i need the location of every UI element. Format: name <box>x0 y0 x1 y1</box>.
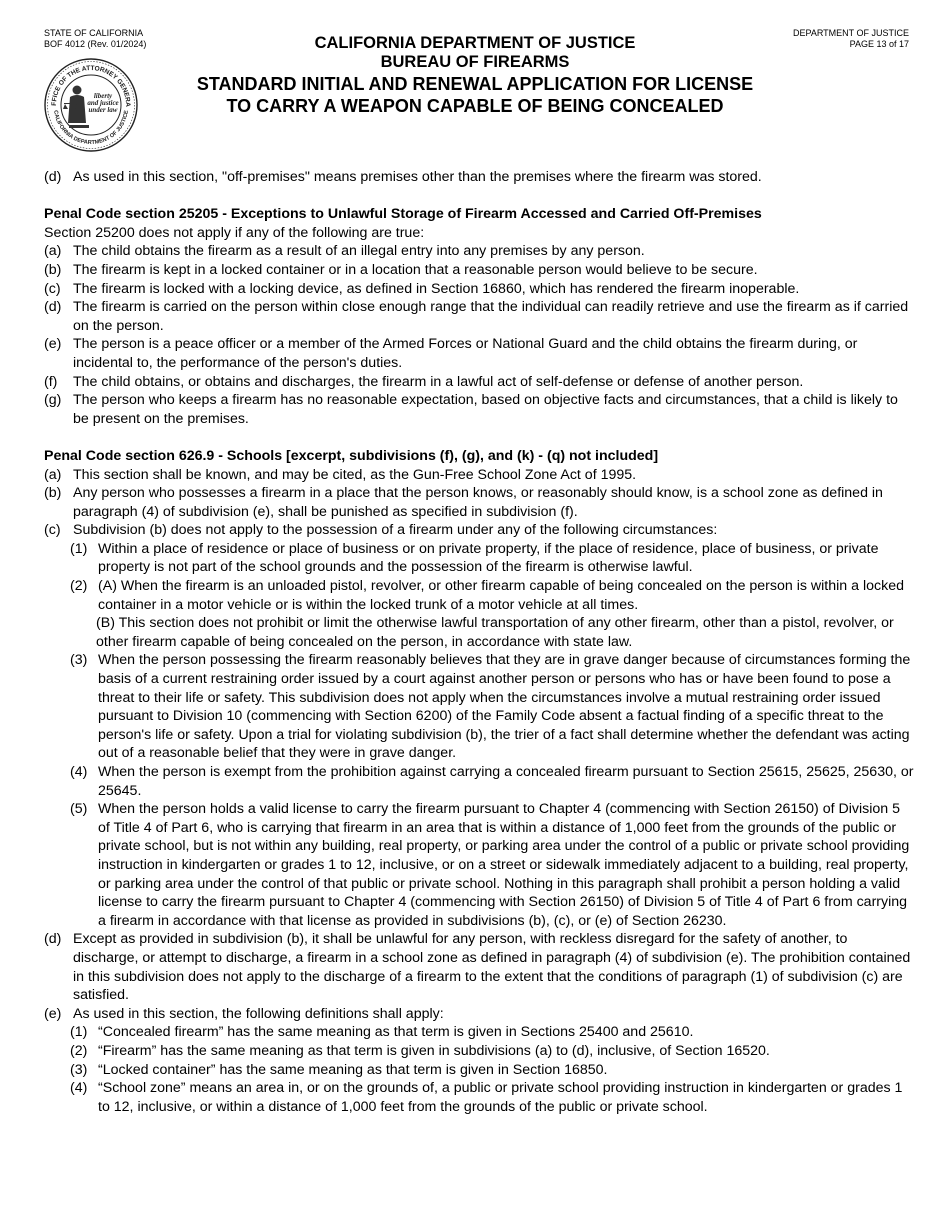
item-label: (c) <box>44 522 61 539</box>
item-text: “School zone” means an area in, or on the grounds of, a public or private school providing instruction in kindergarten or grades 1 to 12, inclusive, or within a distance of 1,000 feet from the grounds of the public or private school. <box>98 1080 903 1115</box>
section-heading: Penal Code section 25205 - Exceptions to Unlawful Storage of Firearm Accessed and Carried Off-Premises <box>44 206 762 223</box>
list-item <box>44 521 914 540</box>
item-text: Within a place of residence or place of business or on private property, if the place of residence, place of business, or private property is not part of the school grounds and the possession of the firearm is otherwise lawful. <box>98 540 879 576</box>
agency-name: CALIFORNIA DEPARTMENT OF JUSTICE <box>314 34 636 52</box>
document-title <box>150 34 800 117</box>
list-item <box>44 1005 914 1024</box>
item-label: (4) <box>70 764 88 780</box>
department-label: DEPARTMENT OF JUSTICE <box>792 28 909 38</box>
item-text: When the person holds a valid license to carry the firearm pursuant to Chapter 4 (commencing with Section 26150) of Division 5 of Title 4 of Part 6, who is carrying that firearm in an area that is within a distance of 1,000 feet from the grounds of the public or private school, but is not within any building, real property, or parking area under the control of a public or private school providing instruction in kindergarten or grades 1 to 12, inclusive, or on a street or sidewalk immediately adjacent to a building, real property, or parking area under the control of that public or private school. Nothing in this paragraph shall prohibit a person holding a valid license to carry the firearm pursuant to Chapter 4 (commencing with Section 26150) of Division 5 of Title 4 of Part 6 from carrying a firearm in accordance with that license as provided in subdivisions (b), (c), or (e) of Section 26230. <box>98 801 910 929</box>
item-label: (d) <box>44 169 62 185</box>
sub-item <box>44 1023 914 1042</box>
spacer <box>44 428 914 447</box>
section-heading: Penal Code section 626.9 - Schools [excerpt, subdivisions (f), (g), and (k) - (q) not included] <box>44 447 659 464</box>
item-label: (a) <box>44 243 62 260</box>
item-text: The person is a peace officer or a member of the Armed Forces or National Guard and the child obtains the firearm during, or incidental to, the performance of the person's duties. <box>73 336 858 371</box>
seal-motto-3: under law <box>88 106 118 114</box>
form-title-line-1: STANDARD INITIAL AND RENEWAL APPLICATION FOR LICENSE <box>196 74 754 94</box>
item-label: (5) <box>70 801 88 818</box>
list-item <box>44 168 914 187</box>
item-label: (f) <box>44 373 58 390</box>
item-label: (3) <box>70 652 88 669</box>
list-item <box>44 930 914 1004</box>
item-label: (1) <box>70 540 88 557</box>
item-label: (c) <box>44 280 61 297</box>
item-text: The person who keeps a firearm has no reasonable expectation, based on objective facts and circumstances, that a child is likely to be present on the premises. <box>73 392 898 427</box>
seal-motto-1: liberty <box>93 92 113 100</box>
item-label: (1) <box>70 1024 88 1041</box>
list-item <box>44 391 914 428</box>
list-item <box>44 261 914 280</box>
item-label: (e) <box>44 336 62 353</box>
bureau-name: BUREAU OF FIREARMS <box>380 53 570 71</box>
sub-item <box>44 540 914 577</box>
spacer <box>44 187 914 206</box>
item-text: “Locked container” has the same meaning as that term is given in Section 16850. <box>98 1061 608 1078</box>
seal-bottom-text: CALIFORNIA DEPARTMENT OF JUSTICE <box>52 109 130 147</box>
item-text: The firearm is kept in a locked container or in a location that a reasonable person would believe to be secure. <box>73 261 758 278</box>
item-label: (d) <box>44 299 62 316</box>
item-text: When the person possessing the firearm reasonably believes that they are in grave danger because of circumstances forming the basis of a current restraining order issued by a court against another person or persons who has or have been found to pose a threat to their life or safety. This subdivision does not apply when the circumstances involve a mutual restraining order issued pursuant to Division 10 (commencing with Section 6200) of the Family Code absent a factual finding of a specific threat to the person's life or safety. Upon a trial for violating subdivision (b), the trier of a fact shall determine whether the defendant was acting out of a reasonable belief that they were in grave danger. <box>98 652 911 762</box>
item-text: The child obtains, or obtains and discharges, the firearm in a lawful act of self-defense or defense of another person. <box>73 373 804 390</box>
sub-item <box>44 800 914 930</box>
page-info-block <box>793 28 909 50</box>
sub-item <box>44 651 914 763</box>
item-text: “Concealed firearm” has the same meaning as that term is given in Sections 25400 and 25610. <box>98 1024 694 1041</box>
sub-item-continuation: (B) This section does not prohibit or limit the otherwise lawful transportation of any other firearm, other than a pistol, revolver, or other firearm capable of being concealed on the person, in accordance with state law. <box>96 615 894 650</box>
item-text: When the person is exempt from the prohibition against carrying a concealed firearm pursuant to Section 25615, 25625, 25630, or 25645. <box>98 764 914 799</box>
list-item <box>44 373 914 392</box>
item-text: Subdivision (b) does not apply to the possession of a firearm under any of the following circumstances: <box>73 522 718 539</box>
item-text: (A) When the firearm is an unloaded pistol, revolver, or other firearm capable of being concealed on the person is within a locked container in a motor vehicle or is within the locked trunk of a motor vehicle at all times. <box>98 578 904 613</box>
item-label: (2) <box>70 1042 88 1059</box>
item-label: (a) <box>44 466 62 483</box>
form-title-line-2: TO CARRY A WEAPON CAPABLE OF BEING CONCEALED <box>226 96 724 116</box>
legal-text-body <box>44 168 914 1116</box>
item-label: (b) <box>44 261 62 278</box>
item-label: (b) <box>44 485 62 502</box>
list-item <box>44 242 914 261</box>
sub-item <box>44 1061 914 1080</box>
form-id-block <box>44 28 146 50</box>
sub-item <box>44 1079 914 1116</box>
list-item <box>44 298 914 335</box>
justice-figure-icon <box>63 86 89 129</box>
sub-item <box>44 577 914 614</box>
item-text: The firearm is carried on the person within close enough range that the individual can readily retrieve and use the firearm as if carried on the person. <box>73 299 909 334</box>
item-text: The firearm is locked with a locking device, as defined in Section 16860, which has rendered the firearm inoperable. <box>73 280 800 297</box>
item-label: (2) <box>70 578 88 595</box>
seal-ring-text: FFICE OF THE ATTORNEY GENERA <box>50 64 132 107</box>
list-item <box>44 335 914 372</box>
state-label: STATE OF CALIFORNIA <box>44 28 144 38</box>
form-number: BOF 4012 (Rev. 01/2024) <box>44 39 147 49</box>
list-item <box>44 280 914 299</box>
item-label: (3) <box>70 1061 88 1078</box>
attorney-general-seal <box>43 57 139 153</box>
item-text: “Firearm” has the same meaning as that term is given in subdivisions (a) to (d), inclusive, of Section 16520. <box>98 1042 770 1059</box>
sub-item <box>44 763 914 800</box>
item-label: (g) <box>44 392 62 409</box>
list-item <box>44 466 914 485</box>
item-label: (4) <box>70 1080 88 1097</box>
item-text: As used in this section, the following definitions shall apply: <box>73 1005 444 1022</box>
item-label: (d) <box>44 931 62 948</box>
seal-motto-2: and justice <box>87 99 119 107</box>
item-text: Any person who possesses a firearm in a place that the person knows, or reasonably should know, is a school zone as defined in paragraph (4) of subdivision (e), shall be punished as specified in subdivision (f). <box>73 485 883 520</box>
item-text: Except as provided in subdivision (b), it shall be unlawful for any person, with reckless disregard for the safety of another, to discharge, or attempt to discharge, a firearm in a school zone as defined in paragraph (4) of subdivision (e). The prohibition contained in this subdivision does not apply to the discharge of a firearm to the extent that the conditions of paragraph (1) of subdivision (c) are satisfied. <box>73 931 911 1004</box>
sub-item <box>44 1042 914 1061</box>
item-text: This section shall be known, and may be cited, as the Gun-Free School Zone Act of 1995. <box>73 466 637 483</box>
item-label: (e) <box>44 1005 62 1022</box>
list-item <box>44 484 914 521</box>
item-text: The child obtains the firearm as a result of an illegal entry into any premises by any person. <box>73 243 645 260</box>
page-number: PAGE 13 of 17 <box>849 39 909 49</box>
section-intro: Section 25200 does not apply if any of the following are true: <box>44 224 425 241</box>
item-text: As used in this section, "off-premises" means premises other than the premises where the firearm was stored. <box>73 169 762 185</box>
seal-icon <box>43 57 139 153</box>
